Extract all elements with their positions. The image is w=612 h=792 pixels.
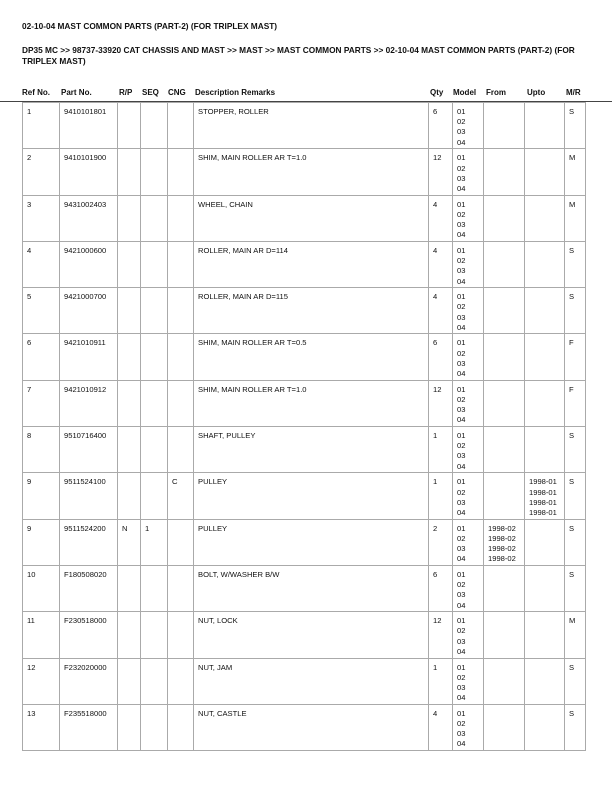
cell-mr: S xyxy=(565,658,586,704)
table-row xyxy=(23,241,586,287)
cell-model: 01 02 03 04 xyxy=(453,195,484,241)
table-row xyxy=(23,704,586,750)
table-row xyxy=(23,612,586,658)
cell-desc: ROLLER, MAIN AR D=115 xyxy=(194,288,429,334)
cell-from xyxy=(484,103,525,149)
table-header xyxy=(0,84,612,102)
cell-rp xyxy=(118,658,141,704)
cell-seq xyxy=(141,473,168,519)
table-row xyxy=(23,658,586,704)
cell-part: 9410101801 xyxy=(60,103,118,149)
cell-ref: 7 xyxy=(23,380,60,426)
cell-cng xyxy=(168,658,194,704)
cell-qty: 1 xyxy=(429,473,453,519)
cell-cng xyxy=(168,288,194,334)
cell-rp xyxy=(118,334,141,380)
cell-seq xyxy=(141,565,168,611)
cell-seq xyxy=(141,195,168,241)
cell-rp xyxy=(118,241,141,287)
cell-model: 01 02 03 04 xyxy=(453,103,484,149)
cell-desc: BOLT, W/WASHER B/W xyxy=(194,565,429,611)
cell-cng xyxy=(168,149,194,195)
cell-mr: S xyxy=(565,288,586,334)
header-model: Model xyxy=(453,88,477,97)
cell-rp xyxy=(118,473,141,519)
cell-desc: NUT, JAM xyxy=(194,658,429,704)
cell-cng xyxy=(168,519,194,565)
cell-rp xyxy=(118,288,141,334)
cell-from xyxy=(484,195,525,241)
table-row xyxy=(23,195,586,241)
cell-seq xyxy=(141,288,168,334)
header-rp: R/P xyxy=(119,88,133,97)
cell-seq: 1 xyxy=(141,519,168,565)
cell-part: 9511524100 xyxy=(60,473,118,519)
cell-model: 01 02 03 04 xyxy=(453,658,484,704)
cell-rp xyxy=(118,195,141,241)
cell-cng xyxy=(168,380,194,426)
table-row xyxy=(23,565,586,611)
cell-mr: S xyxy=(565,519,586,565)
cell-from xyxy=(484,704,525,750)
cell-upto xyxy=(525,658,565,704)
cell-seq xyxy=(141,612,168,658)
table-row xyxy=(23,519,586,565)
header-ref: Ref No. xyxy=(22,88,50,97)
cell-rp xyxy=(118,704,141,750)
cell-seq xyxy=(141,427,168,473)
cell-cng xyxy=(168,565,194,611)
cell-from xyxy=(484,241,525,287)
cell-upto xyxy=(525,334,565,380)
cell-ref: 2 xyxy=(23,149,60,195)
cell-desc: PULLEY xyxy=(194,473,429,519)
table-row xyxy=(23,103,586,149)
cell-model: 01 02 03 04 xyxy=(453,427,484,473)
table-row xyxy=(23,427,586,473)
cell-seq xyxy=(141,241,168,287)
table-row xyxy=(23,288,586,334)
header-from: From xyxy=(486,88,506,97)
cell-ref: 5 xyxy=(23,288,60,334)
cell-from xyxy=(484,565,525,611)
cell-seq xyxy=(141,380,168,426)
cell-upto xyxy=(525,288,565,334)
cell-ref: 10 xyxy=(23,565,60,611)
cell-rp xyxy=(118,612,141,658)
cell-ref: 3 xyxy=(23,195,60,241)
cell-cng xyxy=(168,103,194,149)
cell-model: 01 02 03 04 xyxy=(453,149,484,195)
cell-upto xyxy=(525,565,565,611)
cell-upto xyxy=(525,427,565,473)
cell-from xyxy=(484,380,525,426)
header-upto: Upto xyxy=(527,88,546,97)
cell-qty: 6 xyxy=(429,103,453,149)
table-row xyxy=(23,149,586,195)
cell-mr: S xyxy=(565,704,586,750)
cell-ref: 12 xyxy=(23,658,60,704)
cell-rp xyxy=(118,149,141,195)
cell-ref: 6 xyxy=(23,334,60,380)
header-mr: M/R xyxy=(566,88,581,97)
cell-cng xyxy=(168,195,194,241)
cell-qty: 4 xyxy=(429,288,453,334)
cell-upto xyxy=(525,519,565,565)
cell-upto: 1998-01 1998-01 1998-01 1998-01 xyxy=(525,473,565,519)
cell-desc: ROLLER, MAIN AR D=114 xyxy=(194,241,429,287)
cell-upto xyxy=(525,241,565,287)
cell-mr: F xyxy=(565,380,586,426)
page-title: 02-10-04 MAST COMMON PARTS (PART-2) (FOR TRIPLEX MAST) xyxy=(22,21,278,31)
cell-mr: S xyxy=(565,473,586,519)
cell-cng xyxy=(168,334,194,380)
cell-qty: 2 xyxy=(429,519,453,565)
cell-mr: M xyxy=(565,612,586,658)
cell-model: 01 02 03 04 xyxy=(453,473,484,519)
cell-part: 9511524200 xyxy=(60,519,118,565)
cell-mr: S xyxy=(565,427,586,473)
cell-desc: STOPPER, ROLLER xyxy=(194,103,429,149)
cell-upto xyxy=(525,380,565,426)
cell-qty: 4 xyxy=(429,704,453,750)
cell-model: 01 02 03 04 xyxy=(453,288,484,334)
cell-rp: N xyxy=(118,519,141,565)
cell-from xyxy=(484,473,525,519)
cell-desc: SHIM, MAIN ROLLER AR T=1.0 xyxy=(194,149,429,195)
cell-ref: 13 xyxy=(23,704,60,750)
cell-from xyxy=(484,427,525,473)
parts-table xyxy=(22,102,586,751)
cell-seq xyxy=(141,149,168,195)
cell-ref: 1 xyxy=(23,103,60,149)
cell-qty: 6 xyxy=(429,565,453,611)
cell-part: 9421000600 xyxy=(60,241,118,287)
cell-from xyxy=(484,658,525,704)
cell-part: F230518000 xyxy=(60,612,118,658)
cell-part: 9410101900 xyxy=(60,149,118,195)
cell-mr: S xyxy=(565,103,586,149)
cell-mr: F xyxy=(565,334,586,380)
cell-ref: 9 xyxy=(23,473,60,519)
header-cng: CNG xyxy=(168,88,186,97)
cell-part: F235518000 xyxy=(60,704,118,750)
cell-model: 01 02 03 04 xyxy=(453,241,484,287)
cell-qty: 12 xyxy=(429,380,453,426)
cell-from xyxy=(484,612,525,658)
cell-qty: 12 xyxy=(429,612,453,658)
cell-desc: SHIM, MAIN ROLLER AR T=0.5 xyxy=(194,334,429,380)
cell-model: 01 02 03 04 xyxy=(453,704,484,750)
cell-rp xyxy=(118,427,141,473)
cell-desc: NUT, LOCK xyxy=(194,612,429,658)
cell-part: 9421010911 xyxy=(60,334,118,380)
cell-cng xyxy=(168,704,194,750)
header-part: Part No. xyxy=(61,88,92,97)
cell-upto xyxy=(525,195,565,241)
table-row xyxy=(23,380,586,426)
cell-part: F180508020 xyxy=(60,565,118,611)
cell-desc: SHIM, MAIN ROLLER AR T=1.0 xyxy=(194,380,429,426)
cell-seq xyxy=(141,704,168,750)
cell-rp xyxy=(118,103,141,149)
cell-desc: SHAFT, PULLEY xyxy=(194,427,429,473)
cell-ref: 11 xyxy=(23,612,60,658)
cell-model: 01 02 03 04 xyxy=(453,334,484,380)
cell-cng xyxy=(168,427,194,473)
cell-ref: 4 xyxy=(23,241,60,287)
cell-part: 9510716400 xyxy=(60,427,118,473)
cell-qty: 4 xyxy=(429,195,453,241)
cell-mr: M xyxy=(565,149,586,195)
cell-qty: 12 xyxy=(429,149,453,195)
cell-rp xyxy=(118,380,141,426)
cell-part: F232020000 xyxy=(60,658,118,704)
cell-rp xyxy=(118,565,141,611)
cell-from xyxy=(484,149,525,195)
cell-ref: 9 xyxy=(23,519,60,565)
cell-cng: C xyxy=(168,473,194,519)
cell-part: 9431002403 xyxy=(60,195,118,241)
cell-ref: 8 xyxy=(23,427,60,473)
cell-cng xyxy=(168,612,194,658)
cell-upto xyxy=(525,612,565,658)
cell-from: 1998-02 1998-02 1998-02 1998-02 xyxy=(484,519,525,565)
header-seq: SEQ xyxy=(142,88,159,97)
cell-upto xyxy=(525,704,565,750)
cell-upto xyxy=(525,103,565,149)
cell-model: 01 02 03 04 xyxy=(453,565,484,611)
cell-model: 01 02 03 04 xyxy=(453,380,484,426)
cell-qty: 6 xyxy=(429,334,453,380)
cell-mr: M xyxy=(565,195,586,241)
header-qty: Qty xyxy=(430,88,444,97)
cell-mr: S xyxy=(565,565,586,611)
breadcrumb: DP35 MC >> 98737-33920 CAT CHASSIS AND MAST >> MAST >> MAST COMMON PARTS >> 02-10-04 MAST COMMON PARTS (PART-2) (FOR TRIPLEX MAST) xyxy=(22,45,575,66)
cell-from xyxy=(484,288,525,334)
cell-seq xyxy=(141,103,168,149)
cell-qty: 1 xyxy=(429,427,453,473)
cell-model: 01 02 03 04 xyxy=(453,612,484,658)
cell-from xyxy=(484,334,525,380)
cell-mr: S xyxy=(565,241,586,287)
cell-part: 9421000700 xyxy=(60,288,118,334)
cell-desc: PULLEY xyxy=(194,519,429,565)
cell-seq xyxy=(141,658,168,704)
cell-qty: 1 xyxy=(429,658,453,704)
cell-desc: NUT, CASTLE xyxy=(194,704,429,750)
table-row xyxy=(23,473,586,519)
cell-model: 01 02 03 04 xyxy=(453,519,484,565)
cell-upto xyxy=(525,149,565,195)
cell-qty: 4 xyxy=(429,241,453,287)
cell-part: 9421010912 xyxy=(60,380,118,426)
header-desc: Description Remarks xyxy=(195,88,276,97)
cell-desc: WHEEL, CHAIN xyxy=(194,195,429,241)
table-row xyxy=(23,334,586,380)
cell-seq xyxy=(141,334,168,380)
cell-cng xyxy=(168,241,194,287)
